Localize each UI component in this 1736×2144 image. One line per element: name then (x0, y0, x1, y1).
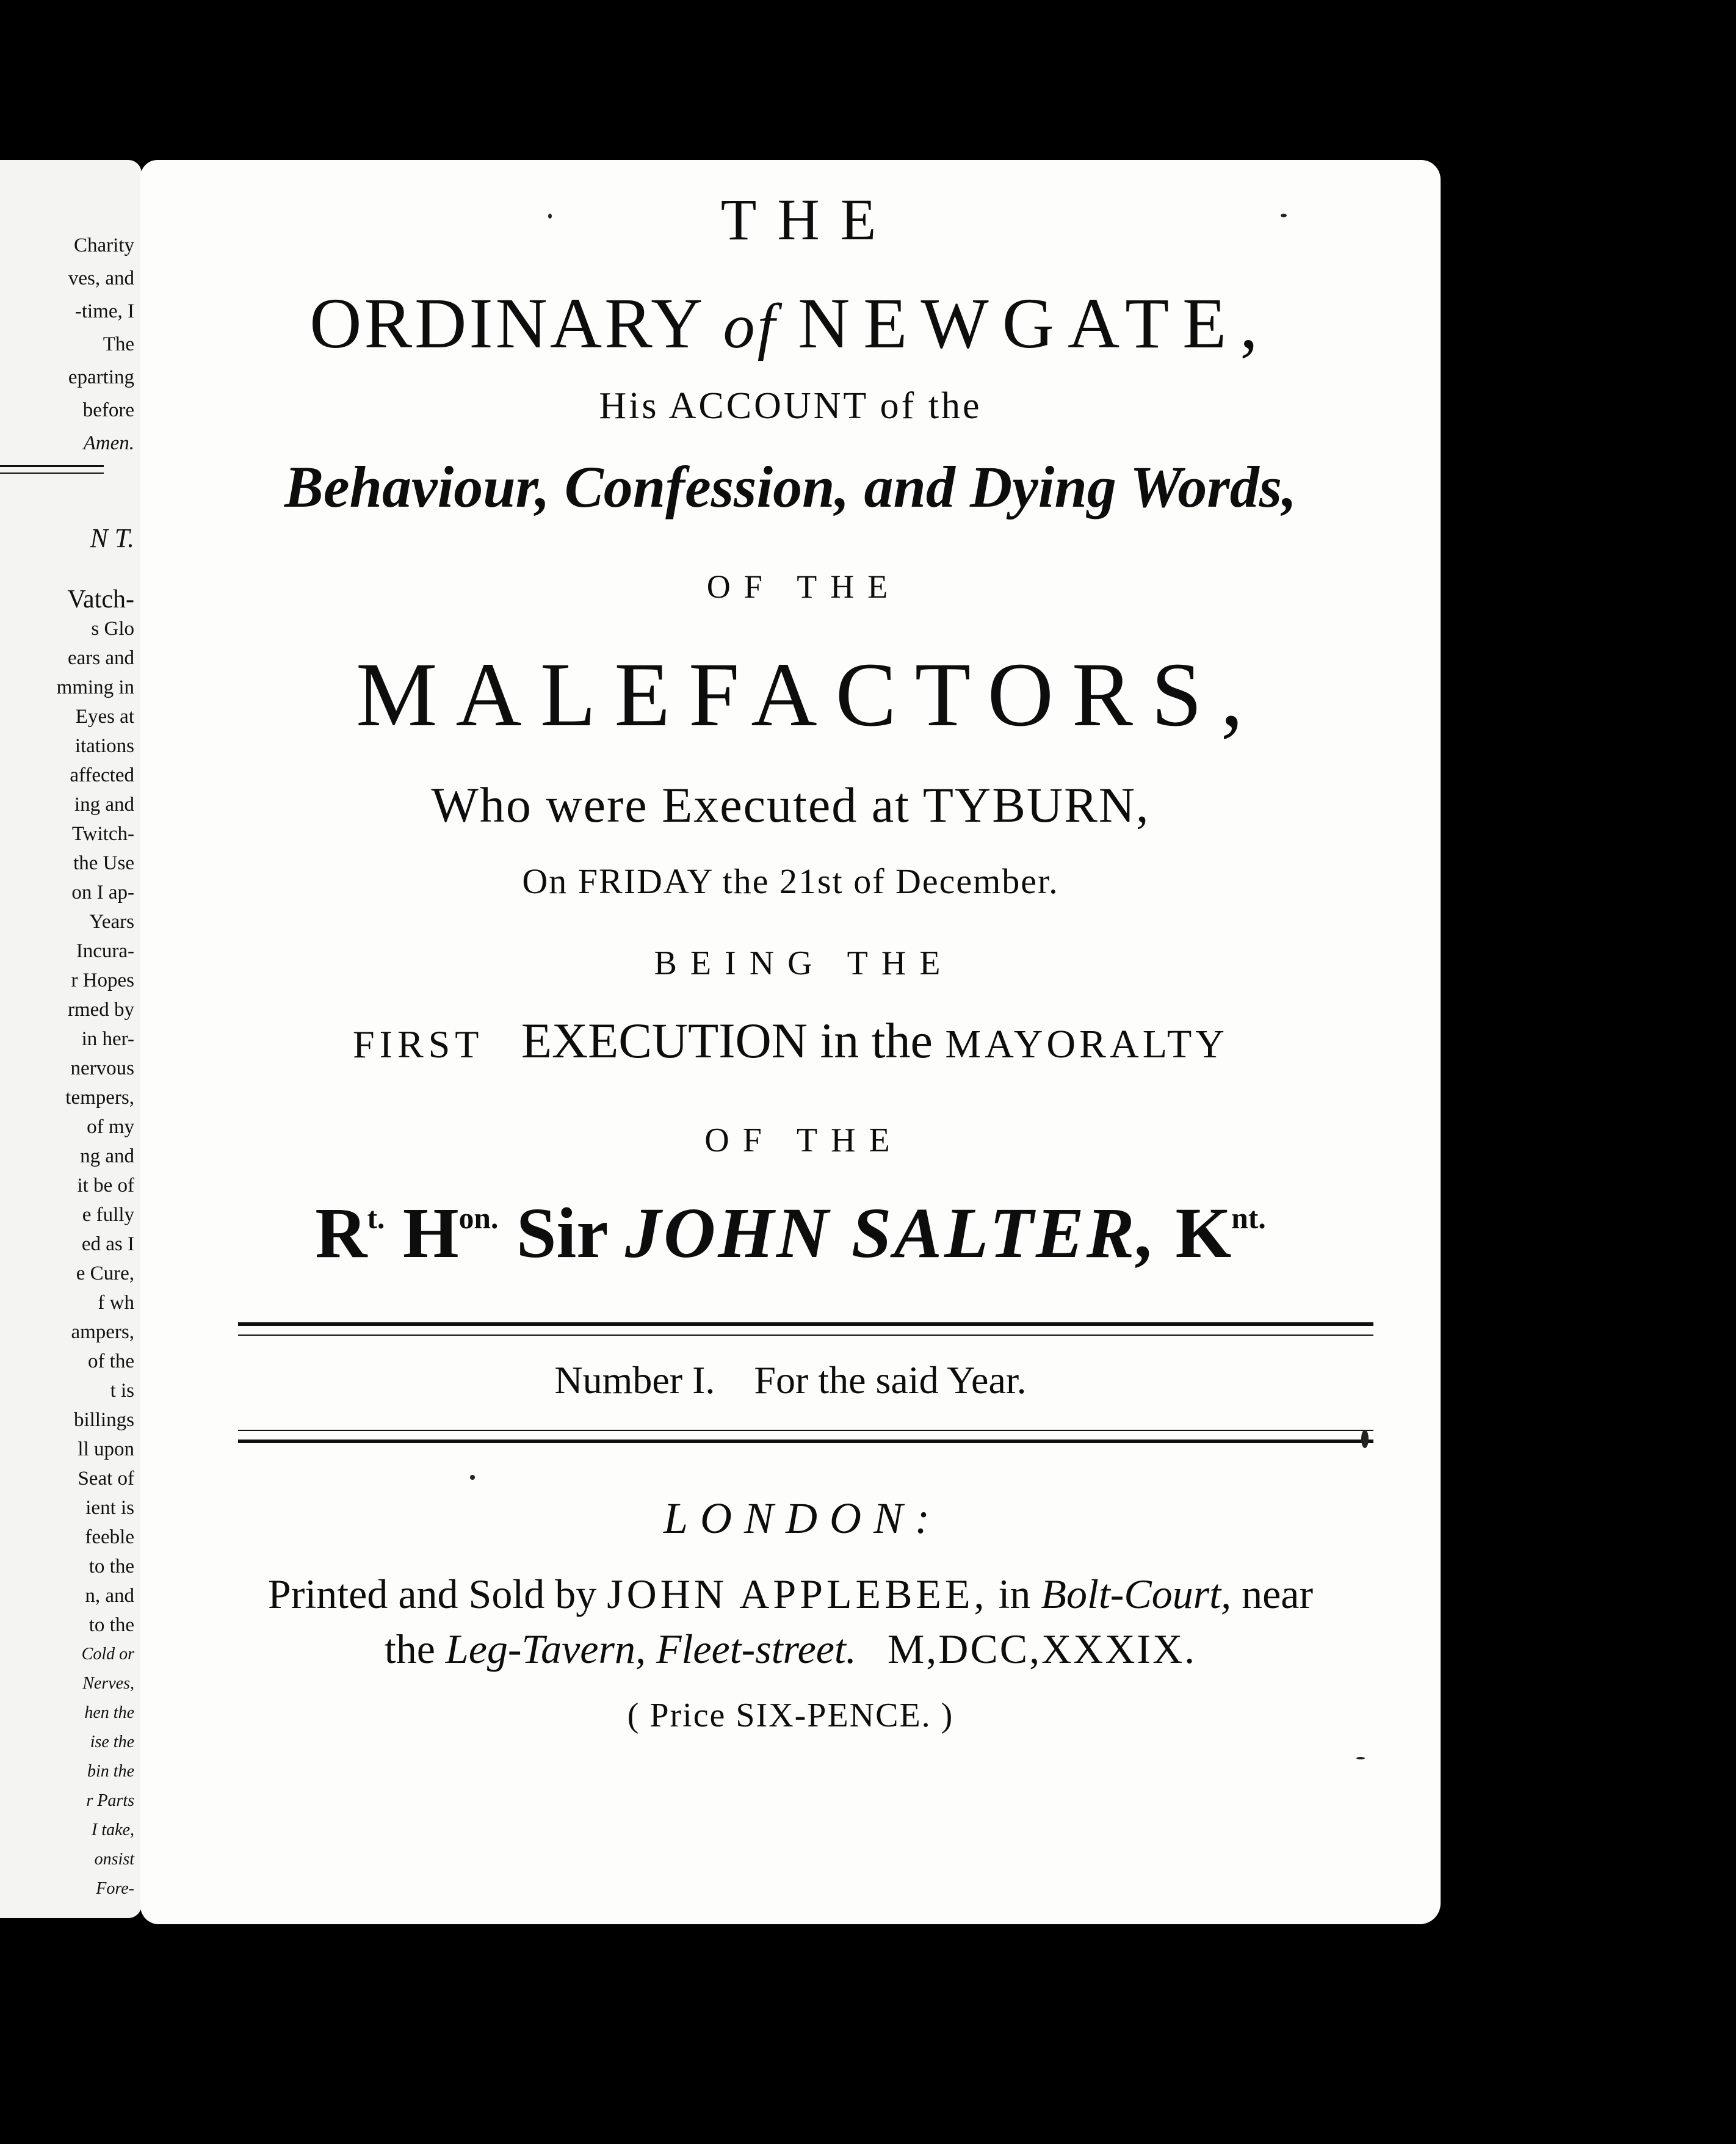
facing-page-line: in her- (81, 1028, 134, 1050)
line-on-friday: On FRIDAY the 21st of December. (522, 861, 1059, 901)
facing-page-rule (0, 465, 104, 467)
line-london: LONDON: (663, 1494, 942, 1543)
word-mayoralty: MAYORALTY (945, 1022, 1228, 1067)
facing-page-line: on I ap- (71, 882, 134, 904)
line-of-the-2: OF THE (704, 1121, 903, 1159)
line-printed-and-sold (140, 1570, 1441, 1618)
heading-ordinary-of-newgate (140, 282, 1441, 365)
facing-page-line: it be of (77, 1175, 134, 1197)
facing-page-line: mming in (56, 676, 134, 698)
facing-page-line: Amen. (83, 432, 134, 454)
facing-page-line: of the (87, 1350, 134, 1372)
facing-page-line: nervous (70, 1057, 134, 1079)
facing-page-line: Fore- (96, 1879, 134, 1898)
facing-page-line: before (82, 399, 134, 421)
word-printed-and-sold-by: Printed and Sold by (267, 1571, 597, 1617)
ink-speck (1281, 214, 1287, 217)
word-leg-tavern: Leg-Tavern, (445, 1626, 646, 1672)
facing-page-line: onsist (94, 1850, 134, 1869)
ink-speck (1356, 1757, 1365, 1759)
facing-page-line: t is (110, 1380, 134, 1402)
facing-page-line: f wh (98, 1292, 134, 1314)
word-the: the (384, 1626, 435, 1672)
rule-upper-thin (238, 1335, 1373, 1336)
facing-page-line: ll upon (78, 1438, 134, 1460)
facing-page-heading: N T. (90, 523, 134, 553)
line-his-account: His ACCOUNT of the (599, 385, 982, 427)
facing-page-fragment (0, 160, 142, 1918)
ink-speck (470, 1475, 475, 1480)
facing-page-line: The (103, 333, 134, 355)
facing-page-line: Cold or (81, 1645, 134, 1664)
facing-page-line: Nerves, (82, 1674, 134, 1693)
facing-page-line: e fully (82, 1204, 134, 1226)
facing-page-rule-thin (0, 473, 104, 474)
word-year-roman: M,DCC,XXXIX. (887, 1626, 1197, 1672)
line-behaviour-confession: Behaviour, Confession, and Dying Words, (284, 454, 1297, 520)
line-of-the-1: OF THE (706, 568, 902, 605)
facing-page-line: Seat of (78, 1468, 134, 1490)
facing-page-line: Twitch- (71, 823, 134, 845)
facing-page-line: Incura- (76, 940, 134, 962)
facing-page-line: e Cure, (76, 1262, 134, 1284)
facing-page-line: itations (74, 735, 134, 757)
facing-page-line: affected (70, 764, 134, 786)
ink-speck (548, 214, 552, 219)
word-near: near (1242, 1571, 1314, 1617)
facing-page-line: ng and (80, 1145, 134, 1167)
facing-page-line: ing and (74, 794, 134, 816)
line-being-the: BEING THE (654, 944, 954, 982)
facing-page-line: of my (87, 1116, 134, 1138)
rule-lower-thick (238, 1440, 1373, 1443)
facing-page-line: Eyes at (75, 706, 134, 728)
facing-page-line: s Glo (91, 618, 134, 640)
facing-page-line: r Parts (86, 1791, 134, 1810)
word-for-the-said-year: For the said Year. (754, 1358, 1027, 1402)
word-ordinary: ORDINARY (309, 283, 703, 363)
word-fleet-street: Fleet-street. (656, 1626, 856, 1672)
heading-the: THE (720, 187, 897, 252)
word-hon: $H^{on.}$ (402, 1193, 499, 1273)
word-john-applebee: JOHN APPLEBEE, (607, 1571, 988, 1617)
word-bolt-court: Bolt-Court, (1041, 1571, 1232, 1617)
line-who-were-executed: Who were Executed at TYBURN, (431, 777, 1150, 833)
facing-page-line: bin the (87, 1762, 134, 1781)
facing-page-line: ed as I (81, 1233, 134, 1255)
facing-page-line: ise the (90, 1733, 134, 1751)
facing-page-line: eparting (68, 366, 134, 388)
line-number-for-year (140, 1358, 1441, 1403)
word-of: of (723, 291, 778, 361)
line-leg-tavern (140, 1625, 1441, 1673)
facing-page-line: Vatch- (67, 585, 134, 614)
line-lord-mayor-name (140, 1192, 1441, 1275)
word-newgate: NEWGATE, (798, 283, 1271, 363)
ink-speck (1361, 1430, 1369, 1448)
facing-page-line: Years (89, 911, 134, 933)
word-rt: $R^{t.}$ (315, 1193, 385, 1273)
facing-page-line: n, and (85, 1585, 134, 1607)
facing-page-line: tempers, (65, 1087, 134, 1109)
word-sir: Sir (516, 1193, 607, 1273)
facing-page-line: ves, and (68, 267, 134, 289)
facing-page-line: r Hopes (71, 969, 134, 991)
word-first: FIRST (353, 1023, 484, 1066)
line-price: ( Price SIX-PENCE. ) (627, 1697, 954, 1734)
word-john-salter: JOHN SALTER, (625, 1193, 1157, 1273)
facing-page-line: I take, (92, 1820, 134, 1839)
facing-page-line: rmed by (67, 999, 134, 1021)
word-knt: $K^{nt.}$ (1175, 1193, 1266, 1273)
word-number: Number I. (554, 1358, 715, 1402)
facing-page-line: hen the (84, 1703, 134, 1722)
facing-page-line: ient is (85, 1497, 134, 1519)
word-execution-in-the: EXECUTION in the (521, 1013, 933, 1068)
facing-page-line: billings (73, 1409, 134, 1431)
line-first-execution (140, 1012, 1441, 1070)
facing-page-line: ears and (67, 647, 134, 669)
facing-page-line: feeble (85, 1526, 134, 1548)
rule-upper-thick (238, 1322, 1373, 1326)
facing-page-line: to the (89, 1614, 134, 1636)
facing-page-line: to the (89, 1555, 134, 1577)
facing-page-line: Charity (74, 234, 134, 256)
facing-page-line: the Use (73, 852, 134, 874)
facing-page-line: -time, I (74, 300, 134, 322)
heading-malefactors: MALEFACTORS, (356, 644, 1262, 745)
title-page (140, 160, 1441, 1924)
rule-lower-thin (238, 1430, 1373, 1431)
word-in: in (998, 1571, 1031, 1617)
facing-page-line: ampers, (71, 1321, 134, 1343)
